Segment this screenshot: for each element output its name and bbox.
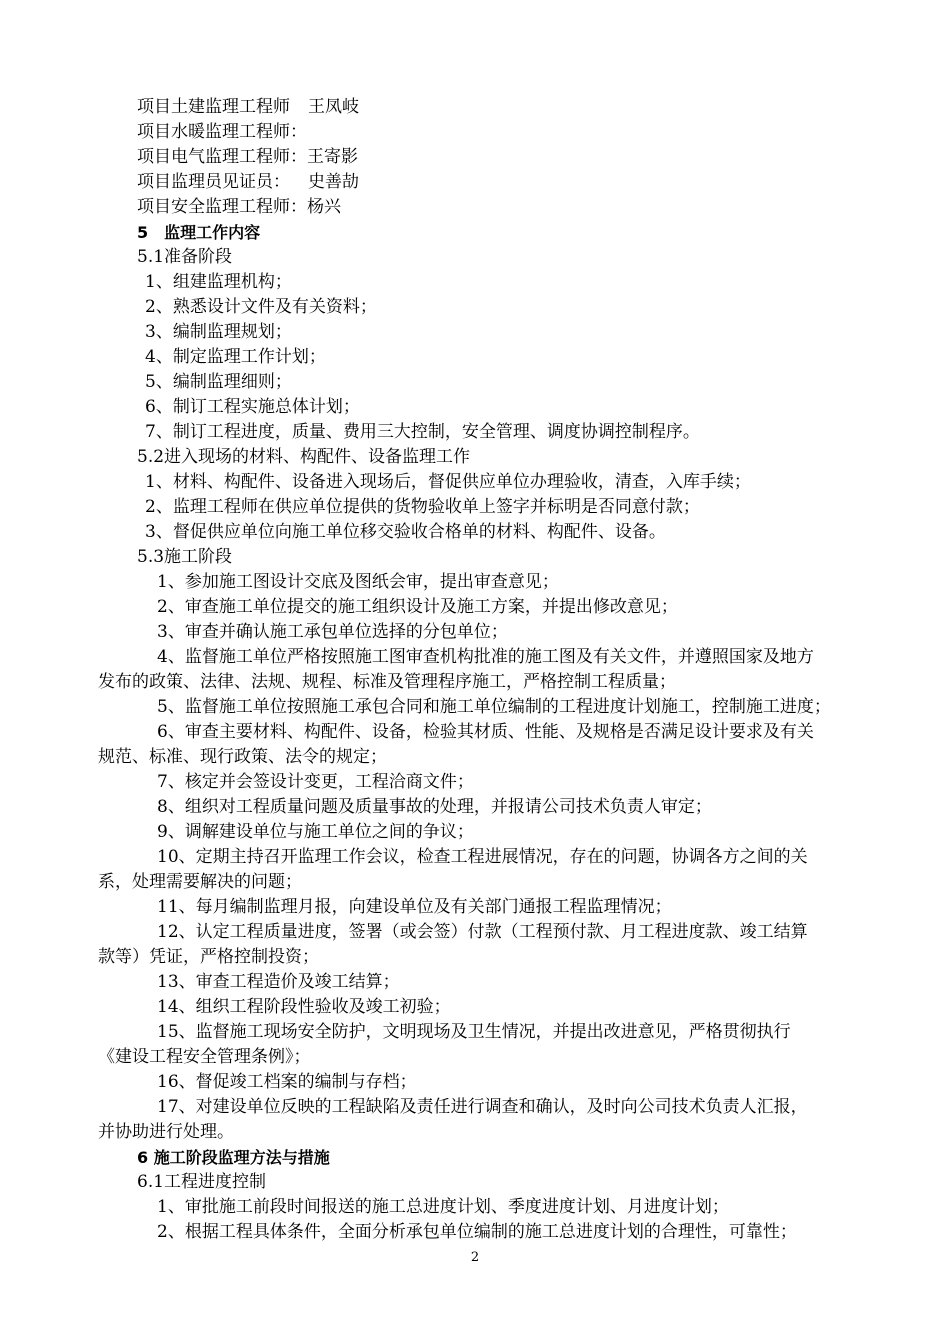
- staff-line: [137, 120, 307, 145]
- staff-line: [137, 95, 359, 120]
- list-item: 12、认定工程质量进度，签署（或会签）付款（工程预付款、月工程进度款、竣工结算: [157, 922, 808, 942]
- list-item: 3、督促供应单位向施工单位移交验收合格单的材料、构配件、设备。: [145, 522, 666, 542]
- subsection-heading: 5.2进入现场的材料、构配件、设备监理工作: [137, 447, 471, 467]
- list-item: 4、制定监理工作计划；: [145, 347, 326, 367]
- list-item: 2、熟悉设计文件及有关资料；: [145, 297, 377, 317]
- list-item: 6、制订工程实施总体计划；: [145, 397, 360, 417]
- subsection-heading: 5.3施工阶段: [137, 547, 233, 567]
- list-item: 5、监督施工单位按照施工承包合同和施工单位编制的工程进度计划施工，控制施工进度；: [157, 697, 831, 717]
- staff-name: 王寄影: [307, 147, 358, 167]
- list-item: 2、根据工程具体条件，全面分析承包单位编制的施工总进度计划的合理性，可靠性；: [157, 1222, 797, 1242]
- list-item: 15、监督施工现场安全防护，文明现场及卫生情况，并提出改进意见，严格贯彻执行: [157, 1022, 791, 1042]
- staff-role: 项目土建监理工程师: [137, 97, 290, 117]
- list-item: 1、参加施工图设计交底及图纸会审，提出审查意见；: [157, 572, 559, 592]
- list-item: 10、定期主持召开监理工作会议，检查工程进展情况，存在的问题，协调各方之间的关: [157, 847, 808, 867]
- staff-line: [137, 170, 359, 195]
- list-item-continuation: 《建设工程安全管理条例》；: [98, 1047, 311, 1067]
- staff-name: 王凤岐: [308, 97, 359, 117]
- staff-role: 项目安全监理工程师：: [137, 197, 307, 217]
- list-item: 8、组织对工程质量问题及质量事故的处理，并报请公司技术负责人审定；: [157, 797, 712, 817]
- section-heading: 5 监理工作内容: [137, 223, 261, 242]
- list-item: 7、核定并会签设计变更，工程洽商文件；: [157, 772, 474, 792]
- staff-line: [137, 195, 341, 220]
- staff-name: 史善劼: [308, 172, 359, 192]
- section-heading: 6 施工阶段监理方法与措施: [137, 1148, 330, 1167]
- list-item: 16、督促竣工档案的编制与存档；: [157, 1072, 417, 1092]
- list-item: 9、调解建设单位与施工单位之间的争议；: [157, 822, 474, 842]
- list-item: 1、材料、构配件、设备进入现场后，督促供应单位办理验收，清查，入库手续；: [145, 472, 751, 492]
- staff-name: 杨兴: [307, 197, 341, 217]
- list-item: 5、编制监理细则；: [145, 372, 292, 392]
- list-item: 4、监督施工单位严格按照施工图审查机构批准的施工图及有关文件，并遵照国家及地方: [157, 647, 814, 667]
- list-item: 11、每月编制监理月报，向建设单位及有关部门通报工程监理情况；: [157, 897, 672, 917]
- list-item: 17、对建设单位反映的工程缺陷及责任进行调查和确认，及时向公司技术负责人汇报，: [157, 1097, 808, 1117]
- list-item: 6、审查主要材料、构配件、设备，检验其材质、性能、及规格是否满足设计要求及有关: [157, 722, 814, 742]
- list-item-continuation: 系，处理需要解决的问题；: [98, 872, 302, 892]
- list-item-continuation: 并协助进行处理。: [98, 1122, 234, 1142]
- list-item: 2、审查施工单位提交的施工组织设计及施工方案，并提出修改意见；: [157, 597, 678, 617]
- subsection-heading: 6.1工程进度控制: [137, 1172, 267, 1192]
- page-number: 2: [470, 1250, 480, 1265]
- list-item: 1、审批施工前段时间报送的施工总进度计划、季度进度计划、月进度计划；: [157, 1197, 729, 1217]
- list-item-continuation: 发布的政策、法律、法规、规程、标准及管理程序施工，严格控制工程质量；: [98, 672, 676, 692]
- list-item: 13、审查工程造价及竣工结算；: [157, 972, 400, 992]
- list-item-continuation: 规范、标准、现行政策、法令的规定；: [98, 747, 387, 767]
- list-item-continuation: 款等）凭证，严格控制投资；: [98, 947, 319, 967]
- list-item: 2、监理工程师在供应单位提供的货物验收单上签字并标明是否同意付款；: [145, 497, 700, 517]
- list-item: 3、审查并确认施工承包单位选择的分包单位；: [157, 622, 508, 642]
- subsection-heading: 5.1准备阶段: [137, 247, 233, 267]
- list-item: 1、组建监理机构；: [145, 272, 292, 292]
- list-item: 14、组织工程阶段性验收及竣工初验；: [157, 997, 451, 1017]
- staff-role: 项目水暖监理工程师：: [137, 122, 307, 142]
- staff-line: [137, 145, 358, 170]
- staff-role: 项目监理员见证员：: [137, 172, 290, 192]
- staff-role: 项目电气监理工程师：: [137, 147, 307, 167]
- list-item: 3、编制监理规划；: [145, 322, 292, 342]
- list-item: 7、制订工程进度，质量、费用三大控制，安全管理、调度协调控制程序。: [145, 422, 700, 442]
